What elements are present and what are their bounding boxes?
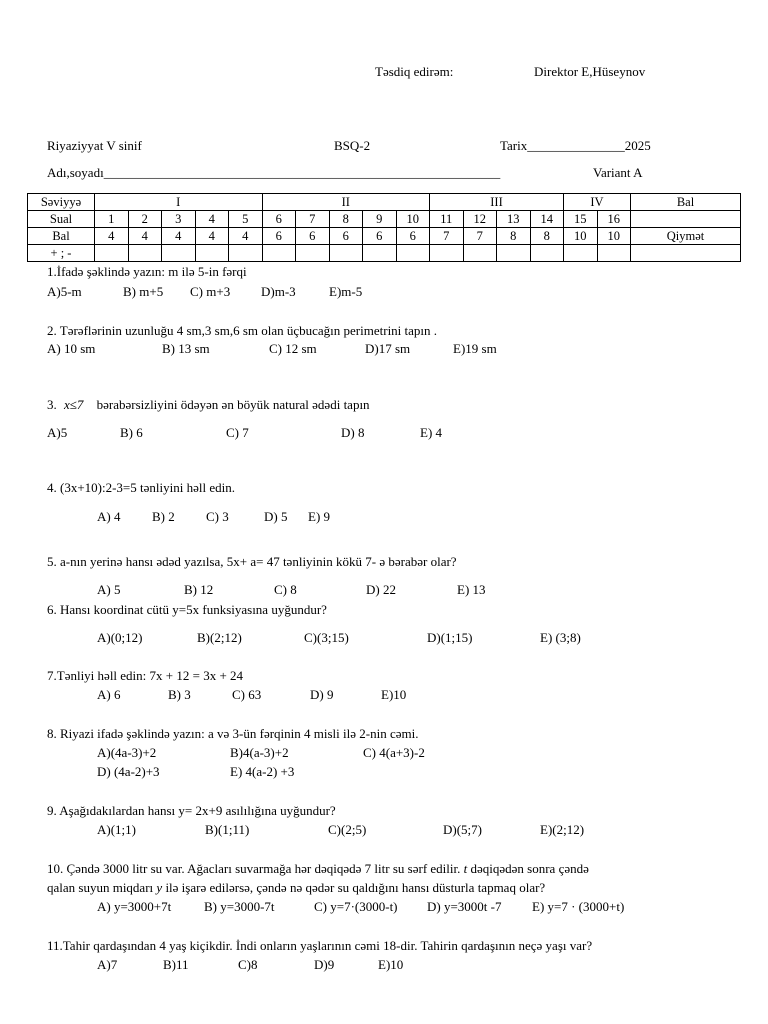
bal-header: Bal <box>631 194 741 211</box>
score-cell: 6 <box>363 228 397 245</box>
option: A) 4 <box>97 509 121 524</box>
option: E)(2;12) <box>540 822 585 837</box>
option: C) 7 <box>226 425 249 440</box>
option: B) 12 <box>184 582 214 597</box>
option: D) 22 <box>366 582 396 597</box>
option: B) y=3000-7t <box>204 899 275 914</box>
question-cell: 14 <box>530 211 564 228</box>
option: E)10 <box>378 957 404 972</box>
question-cell: 3 <box>162 211 196 228</box>
option: B)(1;11) <box>205 822 250 837</box>
subject-title: Riyaziyyat V sinif <box>47 138 142 153</box>
question-6-text: 6. Hansı koordinat cütü y=5x funksiyasına uyğundur? <box>47 602 327 617</box>
option: C)8 <box>238 957 258 972</box>
option: C)(3;15) <box>304 630 349 645</box>
answer-cell <box>128 245 162 262</box>
option: A)5 <box>47 425 68 440</box>
grade-label: Qiymət <box>631 228 741 245</box>
question-cell: 2 <box>128 211 162 228</box>
question-2-text: 2. Tərəflərinin uzunluğu 4 sm,3 sm,6 sm olan üçbucağın perimetrini tapın . <box>47 323 438 338</box>
level-cell: III <box>430 194 564 211</box>
option: B)11 <box>163 957 189 972</box>
answer-cell <box>329 245 363 262</box>
question-cell: 7 <box>296 211 330 228</box>
variable-y: y <box>156 880 163 895</box>
option: D) (4a-2)+3 <box>97 764 160 779</box>
score-cell: 8 <box>497 228 531 245</box>
date-field: Tarix_______________2025 <box>500 138 651 153</box>
option: B) m+5 <box>123 284 164 299</box>
approval-label: Təsdiq edirəm: <box>375 64 454 79</box>
option: C) 12 sm <box>269 341 317 356</box>
score-cell: 4 <box>128 228 162 245</box>
option: D) y=3000t -7 <box>427 899 502 914</box>
score-cell: 6 <box>329 228 363 245</box>
answer-cell <box>95 245 129 262</box>
question-cell: 4 <box>195 211 229 228</box>
answer-cell <box>463 245 497 262</box>
score-cell: 7 <box>430 228 464 245</box>
question-cell: 1 <box>95 211 129 228</box>
score-cell: 4 <box>195 228 229 245</box>
student-name-field: Adı,soyadı_____________________________________________________________ <box>47 165 501 180</box>
question-number: 3. <box>47 397 57 412</box>
question-label: Sual <box>28 211 95 228</box>
question-cell: 13 <box>497 211 531 228</box>
option: B) 3 <box>168 687 191 702</box>
question-body: bərabərsizliyini ödəyən ən böyük natural ədədi tapın <box>96 397 370 412</box>
option: A)(4a-3)+2 <box>97 745 157 760</box>
question-body: dəqiqədən sonra çəndə <box>470 861 589 876</box>
score-cell: 6 <box>296 228 330 245</box>
option: A)7 <box>97 957 118 972</box>
table-row <box>28 228 741 245</box>
question-cell: 9 <box>363 211 397 228</box>
score-table <box>27 193 741 262</box>
option: E) y=7 · (3000+t) <box>532 899 625 914</box>
answer-cell <box>162 245 196 262</box>
option: A) y=3000+7t <box>97 899 172 914</box>
variant-label: Variant A <box>593 165 643 180</box>
option: C) 63 <box>232 687 262 702</box>
director-name: Direktor E,Hüseynov <box>534 64 646 79</box>
option: D) 9 <box>310 687 334 702</box>
option: A) 6 <box>97 687 121 702</box>
score-cell: 6 <box>262 228 296 245</box>
question-7-text: 7.Tənliyi həll edin: 7x + 12 = 3x + 24 <box>47 668 244 683</box>
score-cell: 4 <box>229 228 263 245</box>
mark-label: + ; - <box>28 245 95 262</box>
question-body: ilə işarə edilərsə, çəndə nə qədər su qaldığını hansı düsturla tapmaq olar? <box>165 880 546 895</box>
option: C)(2;5) <box>328 822 367 837</box>
answer-cell <box>597 245 631 262</box>
question-8-text: 8. Riyazi ifadə şəklində yazın: a və 3-ün fərqinin 4 misli ilə 2-nin cəmi. <box>47 726 419 741</box>
option: C) y=7·(3000-t) <box>314 899 398 914</box>
question-cell: 15 <box>564 211 598 228</box>
level-cell: II <box>262 194 430 211</box>
question-cell: 11 <box>430 211 464 228</box>
option: B) 6 <box>120 425 143 440</box>
option: E)19 sm <box>453 341 497 356</box>
option: D)(1;15) <box>427 630 473 645</box>
option: A)(0;12) <box>97 630 143 645</box>
option: C) 3 <box>206 509 229 524</box>
option: D)m-3 <box>261 284 296 299</box>
option: D) 5 <box>264 509 288 524</box>
option: A) 10 sm <box>47 341 96 356</box>
table-row <box>28 245 741 262</box>
option: B)(2;12) <box>197 630 242 645</box>
option: E)m-5 <box>329 284 363 299</box>
variable-t: t <box>463 861 468 876</box>
question-cell: 10 <box>396 211 430 228</box>
question-3-text <box>47 397 370 413</box>
question-body: qalan suyun miqdarı <box>47 880 154 895</box>
option: E)10 <box>381 687 407 702</box>
answer-cell <box>195 245 229 262</box>
level-label: Səviyyə <box>28 194 95 211</box>
answer-cell <box>396 245 430 262</box>
answer-cell <box>564 245 598 262</box>
empty-cell <box>631 211 741 228</box>
option: D) 8 <box>341 425 365 440</box>
option: D)9 <box>314 957 335 972</box>
grade-cell <box>631 245 741 262</box>
question-cell: 12 <box>463 211 497 228</box>
table-row <box>28 194 741 211</box>
option: E) 4(a-2) +3 <box>230 764 295 779</box>
answer-cell <box>430 245 464 262</box>
option: C) 4(a+3)-2 <box>363 745 425 760</box>
answer-cell <box>262 245 296 262</box>
table-row <box>28 211 741 228</box>
question-5-text: 5. a-nın yerinə hansı ədəd yazılsa, 5x+ a= 47 tənliyinin kökü 7- ə bərabər olar? <box>47 554 457 569</box>
question-10-line-1 <box>47 861 589 877</box>
option: E) 9 <box>308 509 331 524</box>
question-4-text: 4. (3x+10):2-3=5 tənliyini həll edin. <box>47 480 235 495</box>
score-label: Bal <box>28 228 95 245</box>
option: A)5-m <box>47 284 82 299</box>
answer-cell <box>363 245 397 262</box>
question-cell: 16 <box>597 211 631 228</box>
option: B) 13 sm <box>162 341 210 356</box>
test-code: BSQ-2 <box>334 138 371 153</box>
option: D)(5;7) <box>443 822 482 837</box>
score-cell: 6 <box>396 228 430 245</box>
option: E) 13 <box>457 582 486 597</box>
question-cell: 6 <box>262 211 296 228</box>
answer-cell <box>530 245 564 262</box>
option: C) m+3 <box>190 284 231 299</box>
level-cell: I <box>95 194 263 211</box>
answer-cell <box>296 245 330 262</box>
option: E) (3;8) <box>540 630 581 645</box>
math-inequality: x≤7 <box>64 397 84 412</box>
question-body: 10. Çəndə 3000 litr su var. Ağacları suvarmağa hər dəqiqədə 7 litr su sərf edilir. <box>47 861 461 876</box>
level-cell: IV <box>564 194 631 211</box>
score-cell: 4 <box>162 228 196 245</box>
score-cell: 10 <box>597 228 631 245</box>
question-9-text: 9. Aşağıdakılardan hansı y= 2x+9 asılılığına uyğundur? <box>47 803 336 818</box>
question-1-text: 1.İfadə şəklində yazın: m ilə 5-in fərqi <box>47 264 247 279</box>
option: C) 8 <box>274 582 297 597</box>
option: E) 4 <box>420 425 443 440</box>
score-cell: 8 <box>530 228 564 245</box>
option: B)4(a-3)+2 <box>230 745 289 760</box>
option: D)17 sm <box>365 341 411 356</box>
option: B) 2 <box>152 509 175 524</box>
answer-cell <box>497 245 531 262</box>
answer-cell <box>229 245 263 262</box>
score-cell: 10 <box>564 228 598 245</box>
score-cell: 4 <box>95 228 129 245</box>
question-10-line-2 <box>47 880 545 896</box>
score-cell: 7 <box>463 228 497 245</box>
option: A) 5 <box>97 582 121 597</box>
question-cell: 5 <box>229 211 263 228</box>
question-11-text: 11.Tahir qardaşından 4 yaş kiçikdir. İndi onların yaşlarının cəmi 18-dir. Tahirin qardaşının neçə yaşı var? <box>47 938 593 953</box>
option: A)(1;1) <box>97 822 136 837</box>
question-cell: 8 <box>329 211 363 228</box>
